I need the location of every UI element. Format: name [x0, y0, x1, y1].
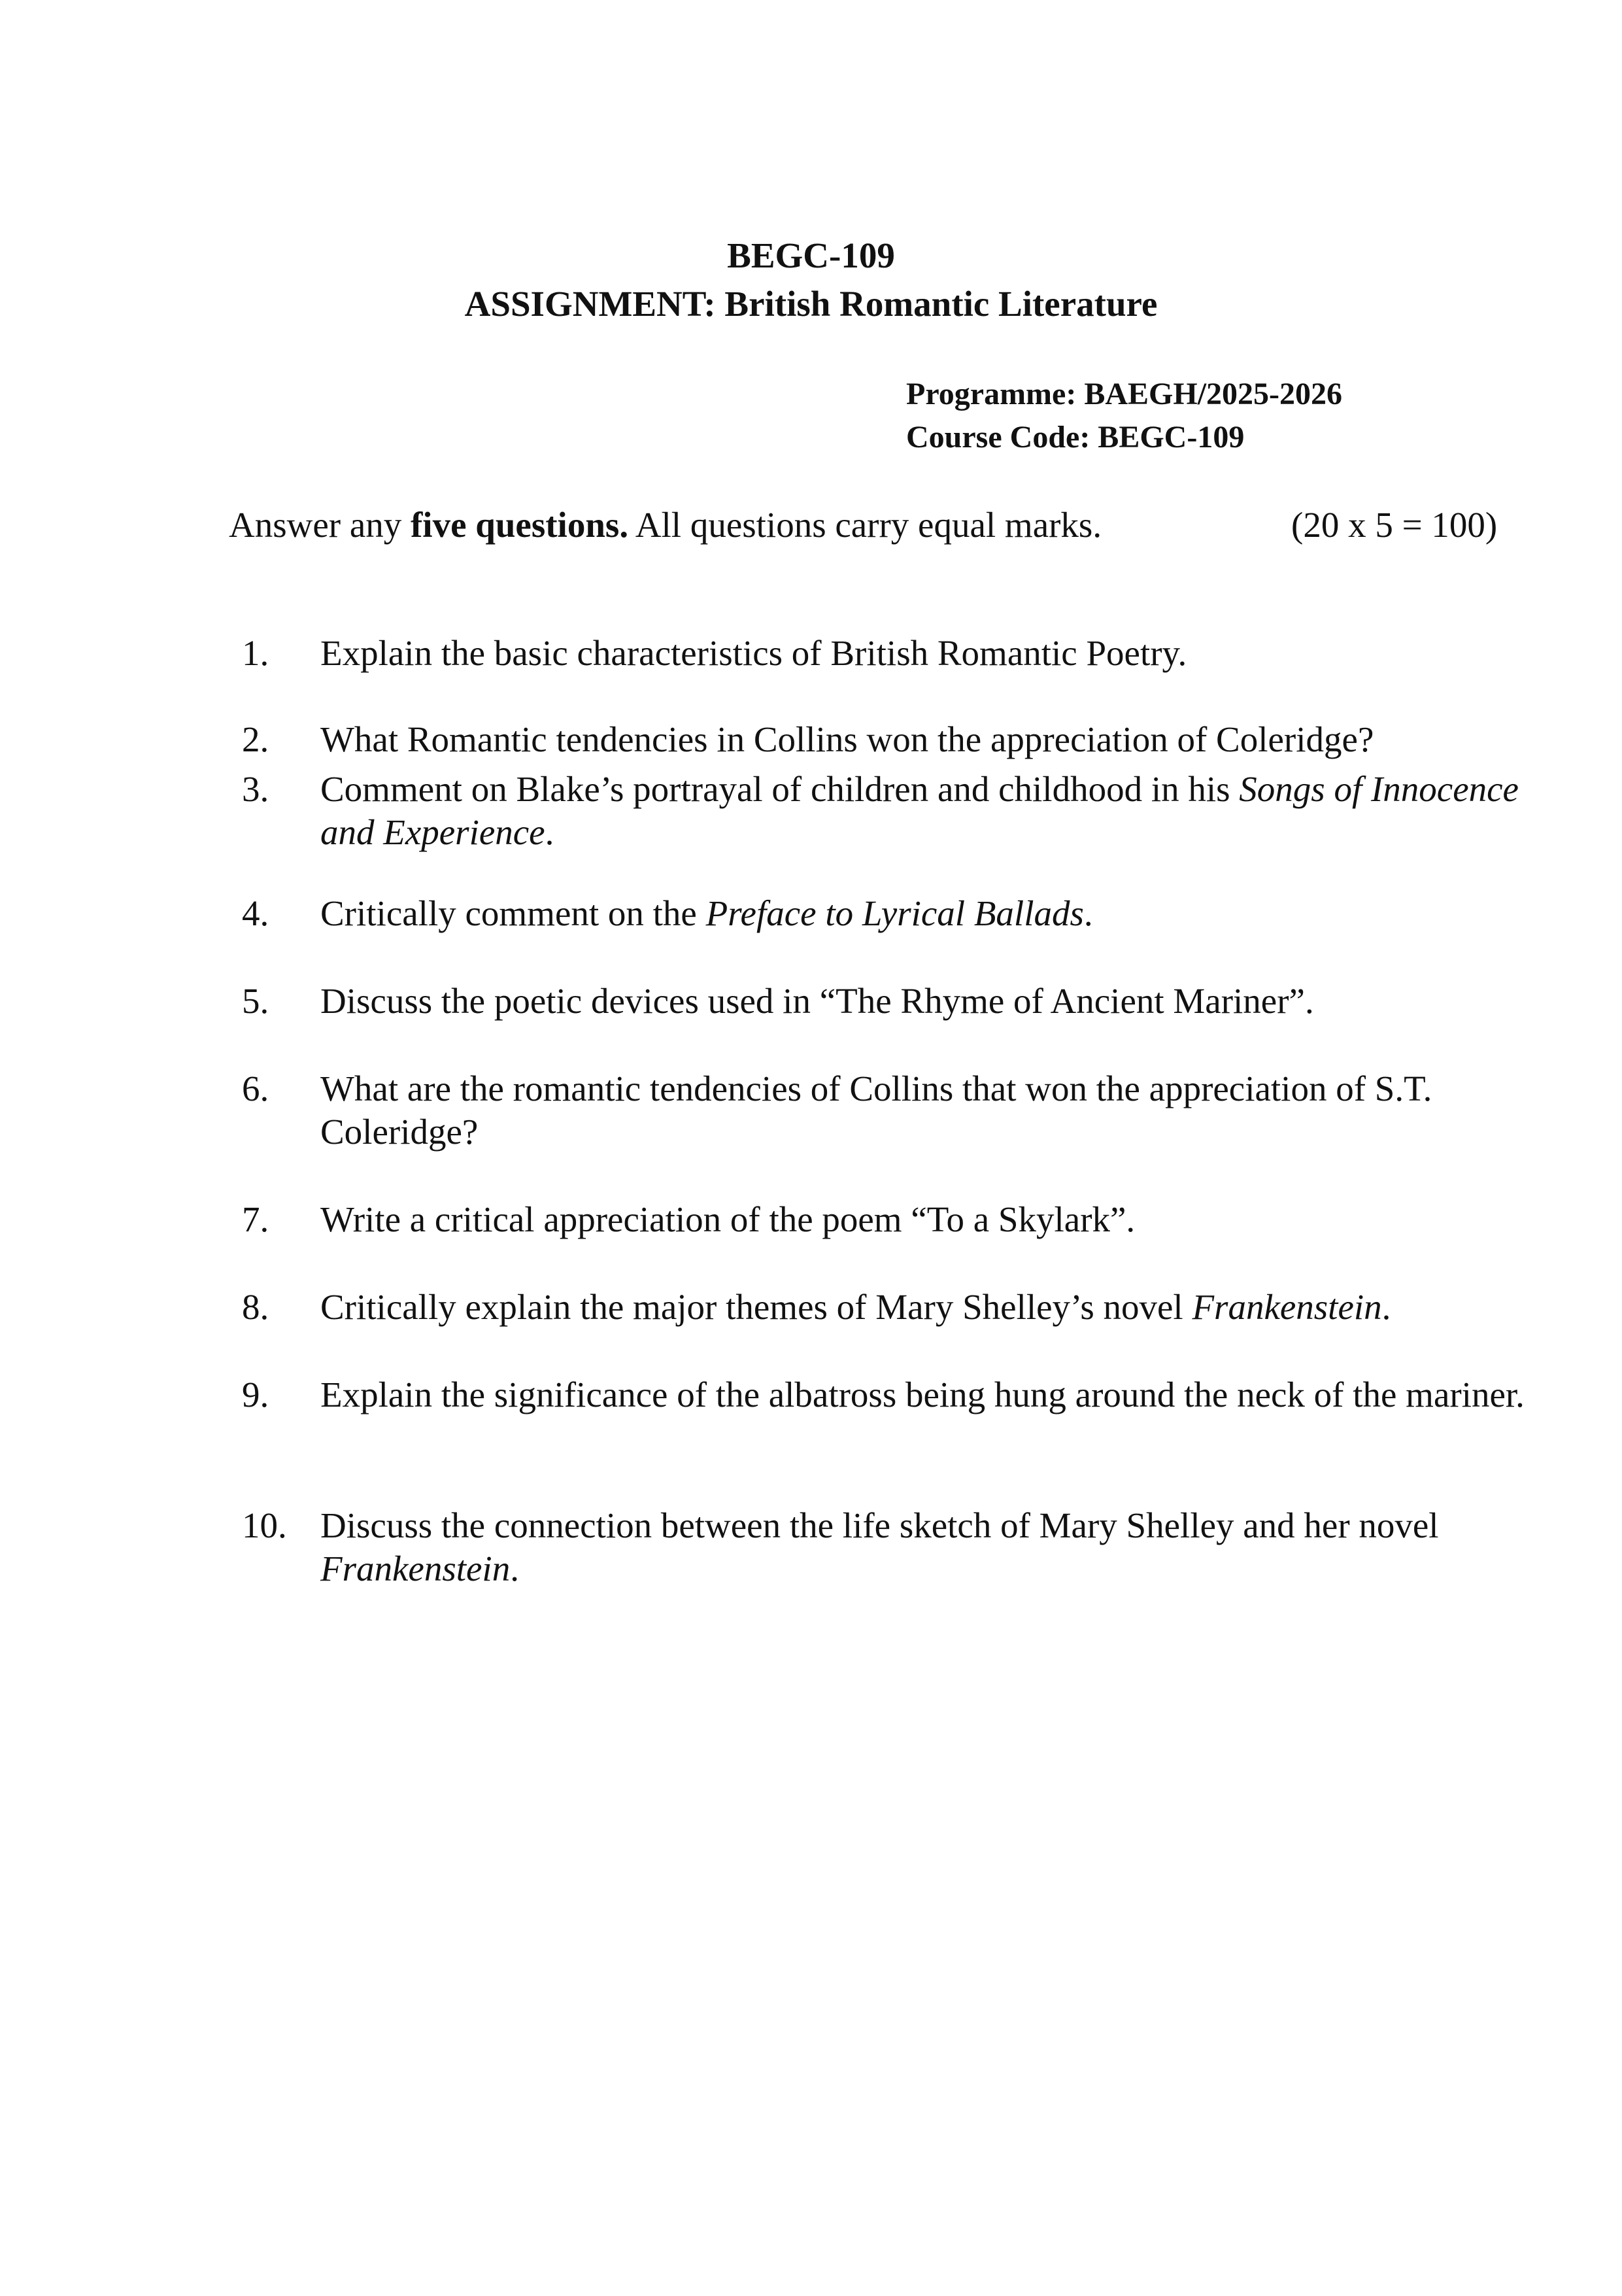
course-code-heading: BEGC-109 — [727, 235, 895, 275]
question-text-run: . — [545, 812, 554, 852]
question-text — [320, 892, 1530, 935]
question-text — [320, 718, 1530, 761]
question-text-run: What are the romantic tendencies of Collins that won the appreciation of S.T. Coleridge? — [320, 1069, 1432, 1152]
question-number: 1. — [242, 633, 269, 673]
question-text-run: Discuss the connection between the life sketch of Mary Shelley and her novel — [320, 1505, 1439, 1545]
question-text — [320, 632, 1530, 675]
question-number: 7. — [242, 1199, 269, 1239]
question-text-run: Critically comment on the — [320, 893, 706, 933]
question-number: 2. — [242, 719, 269, 759]
instructions-suffix: All questions carry equal marks. — [628, 505, 1102, 545]
question-text-run: Critically explain the major themes of Mary Shelley’s novel — [320, 1287, 1192, 1327]
work-title: Preface to Lyrical Ballads — [705, 893, 1084, 933]
instructions-prefix: Answer any — [229, 505, 411, 545]
question-text-run: Write a critical appreciation of the poem “To a Skylark”. — [320, 1199, 1136, 1239]
instructions — [229, 504, 1102, 547]
question-text-run: Comment on Blake’s portrayal of children and childhood in his — [320, 769, 1240, 809]
question-text-run: . — [1083, 893, 1093, 933]
question-text-run: What Romantic tendencies in Collins won the appreciation of Coleridge? — [320, 719, 1374, 759]
assignment-title: ASSIGNMENT: British Romantic Literature — [464, 284, 1158, 324]
total-marks: (20 x 5 = 100) — [1291, 505, 1498, 545]
question-text — [320, 1198, 1530, 1241]
question-text-run: Explain the significance of the albatross being hung around the neck of the mariner. — [320, 1375, 1525, 1414]
question-text — [320, 1286, 1530, 1329]
course-code-label: Course Code: BEGC-109 — [906, 420, 1245, 454]
question-text — [320, 1067, 1530, 1154]
question-number: 8. — [242, 1287, 269, 1327]
question-text-run: Explain the basic characteristics of British Romantic Poetry. — [320, 633, 1187, 673]
question-text-run: . — [510, 1549, 519, 1588]
work-title: Frankenstein — [1192, 1287, 1382, 1327]
work-title: Frankenstein — [320, 1549, 511, 1588]
question-number: 4. — [242, 893, 269, 933]
question-number: 10. — [242, 1505, 287, 1545]
question-number: 5. — [242, 981, 269, 1021]
question-number: 3. — [242, 769, 269, 809]
question-text-run: . — [1381, 1287, 1391, 1327]
question-text — [320, 1373, 1530, 1416]
question-text — [320, 768, 1530, 854]
work-title: Songs of Innocence and Experience — [320, 769, 1519, 852]
instructions-emphasis: five questions. — [410, 505, 629, 545]
question-text — [320, 980, 1530, 1023]
question-text-run: Discuss the poetic devices used in “The Rhyme of Ancient Mariner”. — [320, 981, 1314, 1021]
question-text — [320, 1504, 1530, 1590]
question-number: 9. — [242, 1375, 269, 1414]
question-number: 6. — [242, 1069, 269, 1108]
programme-label: Programme: BAEGH/2025-2026 — [906, 377, 1343, 411]
